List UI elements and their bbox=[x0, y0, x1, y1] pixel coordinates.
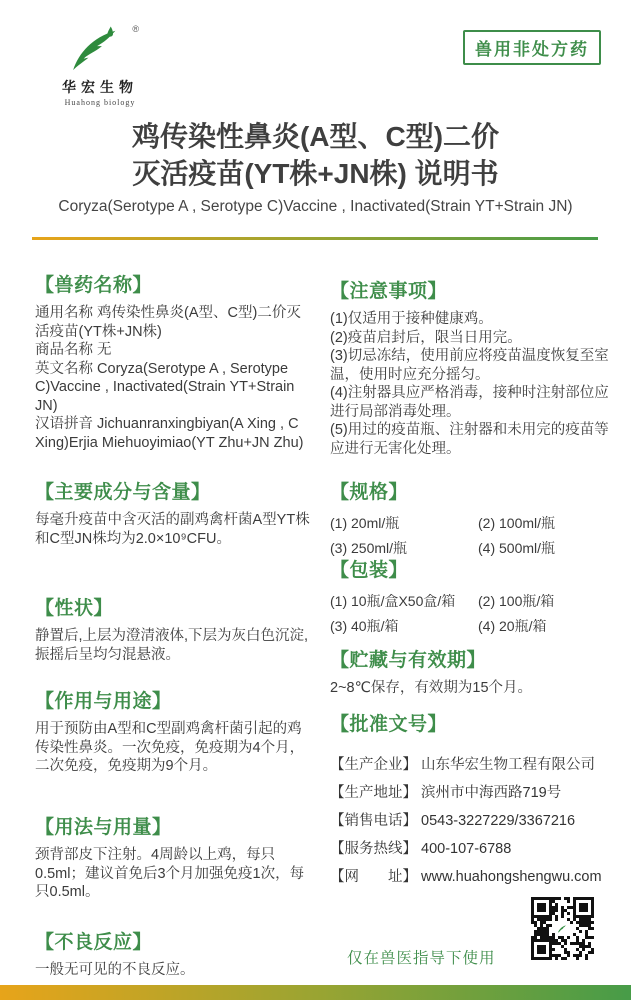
brand-logo bbox=[55, 26, 145, 107]
section-drug-name bbox=[35, 270, 314, 452]
vet-guidance-note: 仅在兽医指导下使用 bbox=[347, 950, 496, 967]
section-heading: 【兽药名称】 bbox=[35, 275, 153, 296]
drug-name-english: 英文名称 Coryza(Serotype A , Serotype C)Vaccine , Inactivated(Strain YT+Strain JN) bbox=[35, 360, 295, 414]
title-english: Coryza(Serotype A , Serotype C)Vaccine , Inactivated(Strain YT+Strain JN) bbox=[58, 198, 573, 215]
spec-item: (3) 250ml/瓶 bbox=[330, 540, 408, 556]
precaution-item: (2)疫苗启封后，限当日用完。 bbox=[330, 329, 522, 346]
company-label: 【生产地址】 bbox=[330, 785, 417, 801]
qr-code bbox=[531, 897, 594, 960]
section-specifications bbox=[330, 477, 609, 558]
section-packaging bbox=[330, 555, 609, 636]
company-value: 0543-3227229/3367216 bbox=[421, 813, 576, 829]
function-body: 用于预防由A型和C型副鸡禽杆菌引起的鸡传染性鼻炎。一次免疫，免疫期为4个月，二次免疫，免疫期为9个月。 bbox=[35, 721, 305, 774]
usage-body: 颈背部皮下注射。4周龄以上鸡，每只0.5ml；建议首免后3个月加强免疫1次，每只0.5ml。 bbox=[35, 847, 305, 900]
section-character bbox=[35, 593, 314, 664]
section-heading: 【主要成分与含量】 bbox=[35, 482, 211, 503]
adverse-body: 一般无可见的不良反应。 bbox=[35, 962, 195, 978]
precaution-item: (5)用过的疫苗瓶、注射器和未用完的疫苗等应进行无害化处理。 bbox=[330, 422, 609, 457]
company-value: 400-107-6788 bbox=[421, 841, 512, 857]
title-line1: 鸡传染性鼻炎(A型、C型)二价 bbox=[131, 121, 500, 152]
package-item: (3) 40瓶/箱 bbox=[330, 618, 399, 634]
composition-body: 每毫升疫苗中含灭活的副鸡禽杆菌A型YT株和C型JN株均为2.0×10⁹CFU。 bbox=[35, 512, 310, 547]
qr-center-leaf-icon bbox=[556, 922, 569, 935]
page-title bbox=[0, 118, 631, 192]
company-info bbox=[330, 757, 620, 897]
company-label: 【生产企业】 bbox=[330, 757, 417, 773]
section-heading: 【作用与用途】 bbox=[35, 691, 172, 712]
spec-item: (4) 500ml/瓶 bbox=[478, 540, 556, 556]
section-approval-number bbox=[330, 709, 609, 743]
company-row bbox=[330, 869, 620, 885]
company-label: 【销售电话】 bbox=[330, 813, 417, 829]
section-heading: 【用法与用量】 bbox=[35, 817, 172, 838]
leaf-logo-icon bbox=[69, 24, 139, 74]
footer-gradient-bar bbox=[0, 985, 631, 1000]
company-label: 【网 址】 bbox=[330, 869, 417, 885]
package-grid bbox=[330, 591, 609, 636]
registered-trademark: ® bbox=[132, 24, 139, 34]
section-heading: 【注意事项】 bbox=[330, 281, 448, 302]
drug-name-trade: 商品名称 无 bbox=[35, 342, 112, 358]
company-value: 山东华宏生物工程有限公司 bbox=[421, 757, 595, 773]
section-function bbox=[35, 686, 314, 776]
package-item: (2) 100瓶/箱 bbox=[478, 593, 555, 609]
company-row bbox=[330, 841, 620, 857]
spec-item: (1) 20ml/瓶 bbox=[330, 515, 400, 531]
storage-body: 2~8℃保存，有效期为15个月。 bbox=[330, 680, 533, 696]
precaution-item: (3)切忌冻结，使用前应将疫苗温度恢复至室温，使用时应充分摇匀。 bbox=[330, 348, 609, 383]
section-heading: 【批准文号】 bbox=[330, 714, 448, 735]
section-precautions bbox=[330, 276, 609, 458]
character-body: 静置后,上层为澄清液体,下层为灰白色沉淀,振摇后呈均匀混悬液。 bbox=[35, 628, 309, 663]
section-heading: 【性状】 bbox=[35, 598, 114, 619]
section-heading: 【贮藏与有效期】 bbox=[330, 650, 487, 671]
website-url: www.huahongshengwu.com bbox=[421, 869, 602, 885]
precaution-item: (1)仅适用于接种健康鸡。 bbox=[330, 311, 493, 327]
section-heading: 【规格】 bbox=[330, 482, 409, 503]
brand-name-cn: 华宏生物 bbox=[62, 81, 138, 96]
company-value: 滨州市中海西路719号 bbox=[421, 785, 562, 801]
section-heading: 【不良反应】 bbox=[35, 932, 153, 953]
company-label: 【服务热线】 bbox=[330, 841, 417, 857]
spec-item: (2) 100ml/瓶 bbox=[478, 515, 556, 531]
drug-name-pinyin: 汉语拼音 Jichuanranxingbiyan(A Xing , C Xing)Erjia Miehuoyimiao(YT Zhu+JN Zhu) bbox=[35, 416, 304, 451]
brand-name-en: Huahong biology bbox=[64, 98, 136, 107]
gradient-divider bbox=[32, 237, 598, 240]
company-row bbox=[330, 813, 620, 829]
company-row bbox=[330, 757, 620, 773]
spec-grid bbox=[330, 513, 609, 558]
package-item: (1) 10瓶/盒X50盒/箱 bbox=[330, 593, 456, 609]
company-row bbox=[330, 785, 620, 801]
section-adverse-reactions bbox=[35, 927, 314, 980]
section-usage bbox=[35, 812, 314, 902]
drug-name-generic: 通用名称 鸡传染性鼻炎(A型、C型)二价灭活疫苗(YT株+JN株) bbox=[35, 305, 301, 340]
package-item: (4) 20瓶/箱 bbox=[478, 618, 547, 634]
otc-badge: 兽用非处方药 bbox=[463, 30, 601, 65]
section-composition bbox=[35, 477, 314, 548]
section-heading: 【包装】 bbox=[330, 560, 409, 581]
precaution-item: (4)注射器具应严格消毒，接种时注射部位应进行局部消毒处理。 bbox=[330, 385, 609, 420]
title-line2: 灭活疫苗(YT株+JN株) 说明书 bbox=[132, 158, 499, 189]
section-storage bbox=[330, 645, 609, 698]
